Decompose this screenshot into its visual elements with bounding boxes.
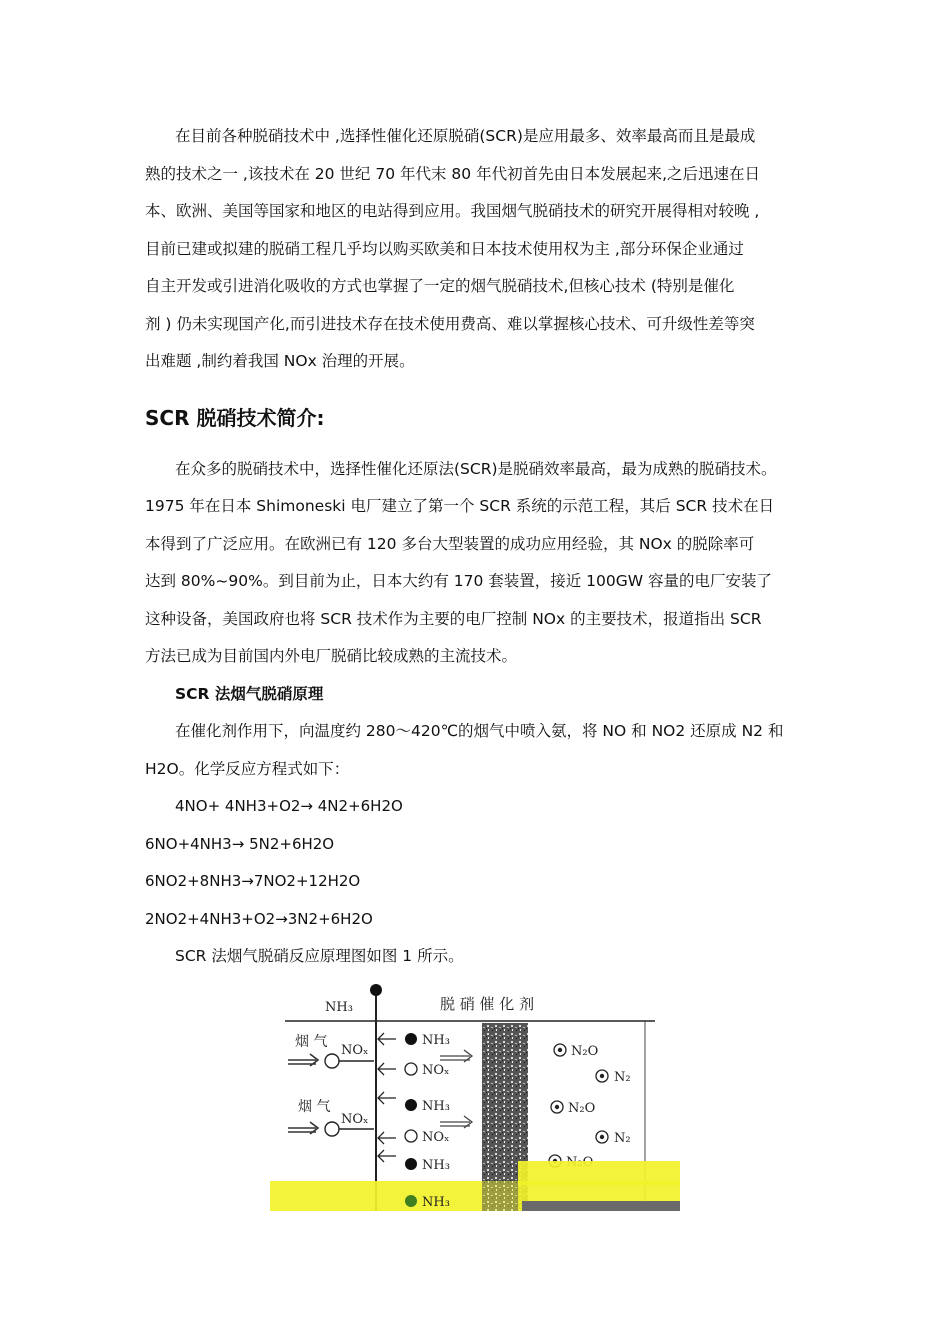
text-line: 在众多的脱硝技术中，选择性催化还原法(SCR)是脱硝效率最高，最为成熟的脱硝技术。 [175,459,777,478]
section-paragraph [145,451,810,676]
text-line: 目前已建或拟建的脱硝工程几乎均以购买欧美和日本技术使用权为主 ,部分环保企业通过 [145,239,744,258]
species-nh3-d: NH₃ [422,1195,450,1210]
text-line: 在目前各种脱硝技术中 ,选择性催化还原脱硝(SCR)是应用最多、效率最高而且是最成 [175,127,756,145]
product-n2-a: N₂ [614,1070,631,1085]
nox-molecule-icon [325,1054,339,1068]
nox-label-2: NOₓ [341,1112,369,1127]
n2o-icon [554,1044,566,1056]
catalyst-bed-overlay [482,1181,518,1211]
species-nox-b: NOₓ [422,1130,450,1145]
species-nh3-b: NH₃ [422,1099,450,1114]
text-line: H2O。化学反应方程式如下： [145,759,350,778]
injection-arrows [378,1033,396,1162]
gas-arrow-icon [288,1122,318,1134]
nh3-dot-icon [405,1195,417,1207]
flue-gas-label-2: 烟 气 [298,1099,331,1115]
text-line: 出难题 ,制约着我国 NOx 治理的开展。 [145,352,415,370]
intro-paragraph [145,118,810,381]
text-line: 熟的技术之一 ,该技术在 20 世纪 70 年代末 80 年代初首先由日本发展起来,之后迅速在日 [145,164,761,183]
document-body [145,118,810,976]
species-nh3-c: NH₃ [422,1158,450,1173]
catalyst-label: 脱 硝 催 化 剂 [440,995,535,1013]
nox-label-1: NOₓ [341,1043,369,1058]
nox-dot-icon [405,1130,417,1142]
n2-icon [596,1070,608,1082]
text-line: 本得到了广泛应用。在欧洲已有 120 多台大型装置的成功应用经验，其 NOx 的脱除率可 [145,534,755,553]
text-line: 1975 年在日本 Shimoneski 电厂建立了第一个 SCR 系统的示范工程，其后 SCR 技术在日 [145,497,775,515]
nh3-dot-icon [405,1158,417,1170]
text-line: 达到 80%~90%。到目前为止，日本大约有 170 套装置，接近 100GW 容量的电厂安装了 [145,572,773,590]
product-n2o-b: N₂O [568,1101,596,1116]
equation-3: 6NO2+8NH3→7NO2+12H2O [145,872,361,890]
nh3-dot-icon [405,1099,417,1111]
text-line: 剂 ) 仍未实现国产化,而引进技术存在技术使用费高、难以掌握核心技术、可升级性差等突 [145,314,755,333]
flow-arrow-icon [440,1116,472,1128]
product-n2-b: N₂ [614,1131,631,1146]
text-line: 在催化剂作用下，向温度约 280～420℃的烟气中喷入氨，将 NO 和 NO2 还原成 N2 和 [175,722,784,740]
scr-principle-figure [270,968,680,1211]
flue-gas-label-1: 烟 气 [295,1034,328,1050]
text-line: 自主开发或引进消化吸收的方式也掌握了一定的烟气脱硝技术,但核心技术 (特别是催化 [145,277,735,295]
gas-arrow-icon [288,1054,318,1066]
n2o-icon [551,1101,563,1113]
section-heading: SCR 脱硝技术简介: [145,405,325,430]
dark-band [522,1201,680,1211]
species-nh3-a: NH₃ [422,1033,450,1048]
n2-icon [596,1131,608,1143]
nh3-top-label: NH₃ [325,1000,353,1015]
product-n2o-a: N₂O [571,1044,599,1059]
text-line: 这种设备，美国政府也将 SCR 技术作为主要的电厂控制 NOx 的主要技术，报道指出 SCR [145,609,762,628]
equation-1: 4NO+ 4NH3+O2→ 4N2+6H2O [175,797,403,815]
nox-dot-icon [405,1063,417,1075]
principle-paragraph [145,713,810,788]
text-line: SCR 法烟气脱硝反应原理图如图 1 所示。 [175,947,464,965]
equation-4: 2NO2+4NH3+O2→3N2+6H2O [145,909,373,928]
nox-molecule-icon [325,1122,339,1136]
species-nox-a: NOₓ [422,1063,450,1078]
scr-diagram [270,968,680,1211]
flow-arrow-icon [440,1050,472,1062]
equation-2: 6NO+4NH3→ 5N2+6H2O [145,834,335,853]
nh3-dot-icon [405,1033,417,1045]
text-line: 方法已成为目前国内外电厂脱硝比较成熟的主流技术。 [145,647,518,665]
text-line: 本、欧洲、美国等国家和地区的电站得到应用。我国烟气脱硝技术的研究开展得相对较晚 , [145,202,760,220]
nh3-injection-point [370,984,382,996]
principle-heading: SCR 法烟气脱硝原理 [175,684,324,703]
